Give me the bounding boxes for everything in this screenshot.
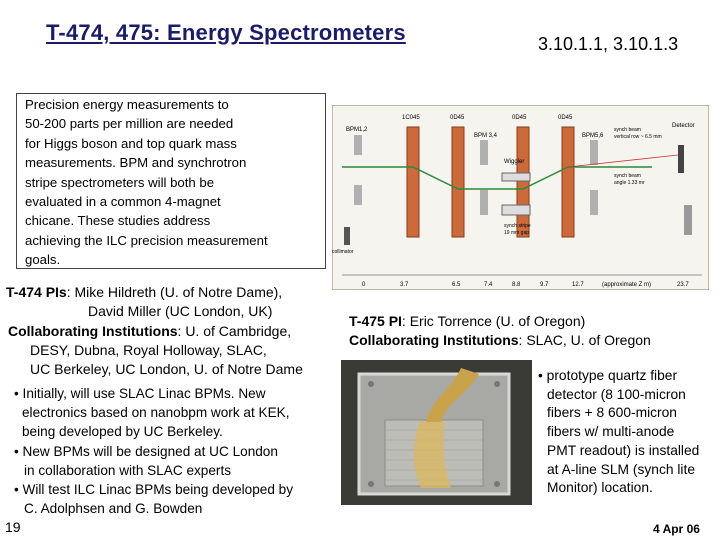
intro-line: stripe spectrometers will both be <box>25 174 215 190</box>
label-synch-beam-1: synch beam <box>614 127 641 133</box>
t474-inst-label: Collaborating Institutions <box>8 323 178 339</box>
bpm-2 <box>354 185 362 205</box>
photo-screw <box>368 481 374 487</box>
t474-bullet-line: in collaboration with SLAC experts <box>24 462 232 478</box>
label-magnet-4: 0D45 <box>558 115 573 121</box>
label-magnet-1: 1C045 <box>402 115 420 121</box>
intro-line: goals. <box>25 252 61 268</box>
magnet-4 <box>562 127 574 237</box>
bpm-5 <box>590 140 598 165</box>
axis-tick: 8.8 <box>512 282 521 288</box>
label-detector: Detector <box>672 123 695 129</box>
t475-bullet-line: fibers w/ multi-anode <box>547 424 675 440</box>
t475-bullet-line: PMT readout) is installed <box>547 442 700 458</box>
axis-tick: 0 <box>362 282 366 288</box>
magnet-2 <box>452 127 464 237</box>
axis-tick: 7.4 <box>484 282 493 288</box>
t475-bullet-line: detector (8 100-micron <box>547 386 686 402</box>
chicane-diagram <box>332 105 709 290</box>
bpm-6 <box>590 190 598 215</box>
detector <box>678 145 684 173</box>
t475-inst-line: Collaborating Institutions: SLAC, U. of Oregon <box>349 332 651 348</box>
t475-bullet-line: Monitor) location. <box>547 480 653 496</box>
intro-line: Precision energy measurements to <box>25 97 229 112</box>
label-bpm12: BPM1,2 <box>346 127 368 133</box>
magnet-3 <box>517 127 529 237</box>
t474-bullet-line: • Initially, will use SLAC Linac BPMs. New <box>14 386 266 401</box>
intro-text <box>25 95 325 270</box>
detector-photo <box>341 360 532 505</box>
label-bpm56: BPM5,6 <box>582 133 604 139</box>
t475-bullet-line: • prototype quartz fiber <box>538 368 678 383</box>
label-synch-stripe: synch stripe <box>504 223 531 229</box>
intro-line: achieving the ILC precision measurement <box>25 232 268 248</box>
t474-pi-line2: David Miller (UC London, UK) <box>88 303 273 319</box>
label-synch-beam-2: synch beam <box>614 173 641 179</box>
axis-tick: 12.7 <box>572 282 584 288</box>
t474-bullet-line: • Will test ILC Linac BPMs being developed by <box>14 482 294 498</box>
bpm-3 <box>480 140 488 165</box>
axis-tick: 3.7 <box>400 282 409 288</box>
label-wiggler: Wiggler <box>504 159 525 165</box>
label-magnet-3: 0D45 <box>512 115 527 121</box>
t475-pi-label: T-475 PI <box>349 313 402 329</box>
section-numbers: 3.10.1.1, 3.10.1.3 <box>538 34 679 54</box>
t475-bullet-line: at A-line SLM (synch lite <box>547 461 695 477</box>
bpm-4 <box>480 190 488 215</box>
t474-bullets <box>14 384 293 518</box>
t475-bullet-line: fibers + 8 600-micron <box>547 405 677 421</box>
t474-bullet-line: being developed by UC Berkeley. <box>22 424 223 440</box>
intro-line: chicane. These studies address <box>25 213 211 229</box>
label-synch-vertical: vertical row ~ 6.5 mm <box>614 134 662 140</box>
collimator <box>344 227 350 245</box>
axis-tick: 23.7 <box>677 282 689 288</box>
t474-inst-line1: Collaborating Institutions: U. of Cambridge, <box>8 323 292 339</box>
slide-title: T-474, 475: Energy Spectrometers <box>46 20 406 45</box>
intro-line: measurements. BPM and synchrotron <box>25 155 247 171</box>
t474-inst-line3: UC Berkeley, UC London, U. of Notre Dame <box>30 361 303 377</box>
label-bpm34: BPM 3,4 <box>474 133 498 139</box>
intro-line: for Higgs boson and top quark mass <box>25 135 237 151</box>
wiggler <box>502 173 530 181</box>
photo-screw <box>494 381 500 387</box>
magnet-1 <box>407 127 419 237</box>
t474-inst-line2: DESY, Dubna, Royal Holloway, SLAC, <box>30 342 267 358</box>
t475-bullets <box>538 367 699 498</box>
t474-bullet-line: • New BPMs will be designed at UC London <box>14 443 278 459</box>
t474-pi-line1: T-474 PIs: Mike Hildreth (U. of Notre Dame), <box>6 284 283 300</box>
axis-tick: 9.7 <box>540 282 549 288</box>
t475-inst-label: Collaborating Institutions <box>349 332 519 348</box>
axis-tick: 6.5 <box>452 282 461 288</box>
slide-date: 4 Apr 06 <box>653 522 700 536</box>
t475-pi-line: T-475 PI: Eric Torrence (U. of Oregon) <box>349 313 586 329</box>
t474-bullet-line: C. Adolphsen and G. Bowden <box>24 501 203 517</box>
synch-stripe <box>502 205 530 215</box>
bpm-1 <box>354 135 362 155</box>
label-collimator: collimator <box>332 249 354 255</box>
axis-label: (approximate Z m) <box>602 282 652 288</box>
t474-bullet-line: electronics based on nanobpm work at KEK, <box>22 405 290 421</box>
photo-screw <box>368 381 374 387</box>
label-gap: 19 mm gap <box>504 230 530 236</box>
photo-screw <box>494 481 500 487</box>
detector-stand <box>684 205 692 235</box>
intro-line: evaluated in a common 4-magnet <box>25 194 221 210</box>
t474-pi-label: T-474 PIs <box>6 284 67 300</box>
slide-number: 19 <box>5 519 21 535</box>
label-magnet-2: 0D45 <box>450 115 465 121</box>
label-synch-angle: angle 1.33 mr <box>614 180 645 186</box>
intro-line: 50-200 parts per million are needed <box>25 116 234 132</box>
